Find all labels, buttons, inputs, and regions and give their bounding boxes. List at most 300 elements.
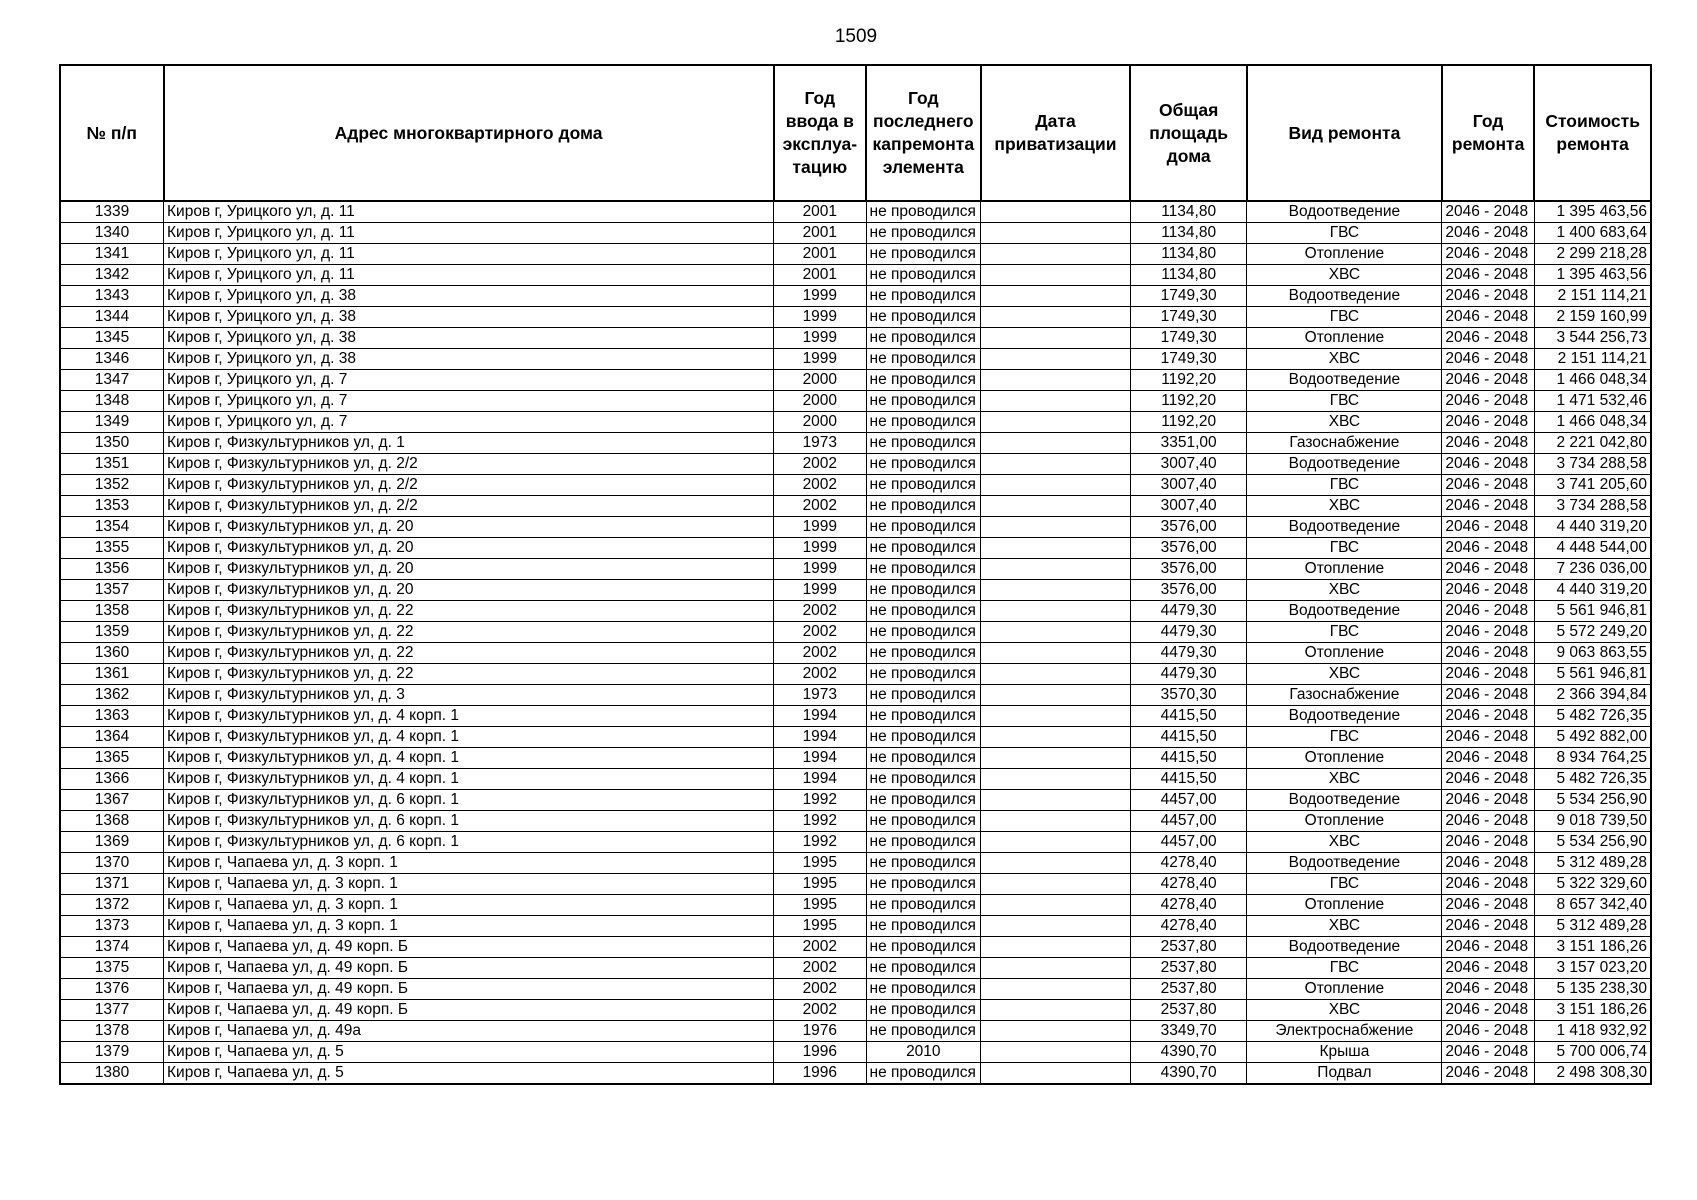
cell-address: Киров г, Чапаева ул, д. 49 корп. Б xyxy=(164,958,774,979)
cell-cost: 5 312 489,28 xyxy=(1534,853,1651,874)
cell-repair-type: ГВС xyxy=(1247,958,1442,979)
cell-area: 1192,20 xyxy=(1130,391,1247,412)
cell-privatization xyxy=(981,370,1131,391)
cell-year-built: 2000 xyxy=(774,412,866,433)
cell-repair-type: ХВС xyxy=(1247,664,1442,685)
header-year-built: Год ввода в эксплуа-тацию xyxy=(774,65,866,201)
cell-year-built: 2002 xyxy=(774,958,866,979)
cell-cost: 2 299 218,28 xyxy=(1534,244,1651,265)
cell-year-built: 1992 xyxy=(774,811,866,832)
cell-year-built: 1973 xyxy=(774,685,866,706)
cell-year-built: 2000 xyxy=(774,391,866,412)
cell-repair-years: 2046 - 2048 xyxy=(1442,1021,1534,1042)
cell-year-built: 1995 xyxy=(774,916,866,937)
cell-address: Киров г, Урицкого ул, д. 38 xyxy=(164,286,774,307)
cell-num: 1363 xyxy=(60,706,164,727)
cell-last-repair: не проводился xyxy=(866,517,981,538)
cell-privatization xyxy=(981,811,1131,832)
cell-num: 1353 xyxy=(60,496,164,517)
cell-last-repair: не проводился xyxy=(866,958,981,979)
table-header xyxy=(60,65,1651,201)
cell-year-built: 2001 xyxy=(774,265,866,286)
table-row xyxy=(60,454,1651,475)
cell-cost: 8 657 342,40 xyxy=(1534,895,1651,916)
cell-year-built: 2002 xyxy=(774,601,866,622)
cell-year-built: 1999 xyxy=(774,559,866,580)
cell-area: 2537,80 xyxy=(1130,1000,1247,1021)
cell-address: Киров г, Физкультурников ул, д. 22 xyxy=(164,622,774,643)
cell-area: 2537,80 xyxy=(1130,958,1247,979)
table-row xyxy=(60,328,1651,349)
cell-last-repair: не проводился xyxy=(866,370,981,391)
table-row xyxy=(60,622,1651,643)
cell-privatization xyxy=(981,1021,1131,1042)
cell-address: Киров г, Чапаева ул, д. 3 корп. 1 xyxy=(164,895,774,916)
cell-repair-years: 2046 - 2048 xyxy=(1442,349,1534,370)
cell-num: 1357 xyxy=(60,580,164,601)
cell-repair-years: 2046 - 2048 xyxy=(1442,517,1534,538)
cell-last-repair: не проводился xyxy=(866,412,981,433)
table-row xyxy=(60,244,1651,265)
table-row xyxy=(60,1063,1651,1085)
cell-cost: 2 151 114,21 xyxy=(1534,349,1651,370)
cell-year-built: 2001 xyxy=(774,201,866,223)
cell-last-repair: не проводился xyxy=(866,748,981,769)
cell-num: 1347 xyxy=(60,370,164,391)
cell-repair-type: ХВС xyxy=(1247,580,1442,601)
cell-year-built: 2002 xyxy=(774,643,866,664)
cell-cost: 5 482 726,35 xyxy=(1534,706,1651,727)
cell-privatization xyxy=(981,307,1131,328)
cell-repair-years: 2046 - 2048 xyxy=(1442,895,1534,916)
cell-cost: 5 492 882,00 xyxy=(1534,727,1651,748)
cell-cost: 3 151 186,26 xyxy=(1534,1000,1651,1021)
cell-area: 1749,30 xyxy=(1130,328,1247,349)
cell-year-built: 1994 xyxy=(774,748,866,769)
cell-repair-type: Водоотведение xyxy=(1247,937,1442,958)
cell-repair-type: ХВС xyxy=(1247,265,1442,286)
cell-year-built: 1999 xyxy=(774,328,866,349)
cell-repair-years: 2046 - 2048 xyxy=(1442,201,1534,223)
cell-num: 1373 xyxy=(60,916,164,937)
cell-privatization xyxy=(981,1000,1131,1021)
cell-area: 1134,80 xyxy=(1130,223,1247,244)
table-row xyxy=(60,706,1651,727)
cell-cost: 5 482 726,35 xyxy=(1534,769,1651,790)
cell-repair-years: 2046 - 2048 xyxy=(1442,979,1534,1000)
cell-year-built: 1973 xyxy=(774,433,866,454)
cell-repair-years: 2046 - 2048 xyxy=(1442,664,1534,685)
header-cost: Стоимость ремонта xyxy=(1534,65,1651,201)
cell-repair-years: 2046 - 2048 xyxy=(1442,874,1534,895)
cell-repair-type: Электроснабжение xyxy=(1247,1021,1442,1042)
cell-repair-years: 2046 - 2048 xyxy=(1442,853,1534,874)
cell-cost: 3 741 205,60 xyxy=(1534,475,1651,496)
cell-num: 1344 xyxy=(60,307,164,328)
cell-cost: 3 151 186,26 xyxy=(1534,937,1651,958)
cell-num: 1368 xyxy=(60,811,164,832)
cell-repair-type: ХВС xyxy=(1247,832,1442,853)
table-row xyxy=(60,433,1651,454)
header-repair-type: Вид ремонта xyxy=(1247,65,1442,201)
cell-privatization xyxy=(981,706,1131,727)
cell-area: 4278,40 xyxy=(1130,853,1247,874)
cell-year-built: 2001 xyxy=(774,223,866,244)
cell-last-repair: не проводился xyxy=(866,874,981,895)
cell-privatization xyxy=(981,433,1131,454)
cell-repair-type: ГВС xyxy=(1247,391,1442,412)
cell-cost: 5 561 946,81 xyxy=(1534,601,1651,622)
cell-privatization xyxy=(981,412,1131,433)
cell-last-repair: не проводился xyxy=(866,580,981,601)
cell-privatization xyxy=(981,832,1131,853)
cell-privatization xyxy=(981,223,1131,244)
cell-privatization xyxy=(981,265,1131,286)
cell-repair-type: Водоотведение xyxy=(1247,706,1442,727)
cell-num: 1374 xyxy=(60,937,164,958)
cell-num: 1346 xyxy=(60,349,164,370)
table-row xyxy=(60,559,1651,580)
cell-repair-years: 2046 - 2048 xyxy=(1442,748,1534,769)
cell-repair-type: Газоснабжение xyxy=(1247,433,1442,454)
cell-cost: 2 151 114,21 xyxy=(1534,286,1651,307)
cell-last-repair: не проводился xyxy=(866,496,981,517)
cell-repair-type: Газоснабжение xyxy=(1247,685,1442,706)
cell-last-repair: не проводился xyxy=(866,853,981,874)
cell-address: Киров г, Чапаева ул, д. 5 xyxy=(164,1042,774,1063)
cell-privatization xyxy=(981,727,1131,748)
cell-num: 1341 xyxy=(60,244,164,265)
cell-num: 1355 xyxy=(60,538,164,559)
cell-year-built: 1995 xyxy=(774,895,866,916)
cell-num: 1380 xyxy=(60,1063,164,1085)
cell-num: 1359 xyxy=(60,622,164,643)
cell-last-repair: 2010 xyxy=(866,1042,981,1063)
cell-year-built: 1999 xyxy=(774,307,866,328)
cell-area: 4457,00 xyxy=(1130,832,1247,853)
cell-area: 1134,80 xyxy=(1130,201,1247,223)
cell-repair-years: 2046 - 2048 xyxy=(1442,643,1534,664)
cell-repair-type: ГВС xyxy=(1247,223,1442,244)
cell-area: 1749,30 xyxy=(1130,286,1247,307)
cell-year-built: 2000 xyxy=(774,370,866,391)
table-row xyxy=(60,748,1651,769)
cell-privatization xyxy=(981,643,1131,664)
cell-last-repair: не проводился xyxy=(866,664,981,685)
cell-repair-years: 2046 - 2048 xyxy=(1442,727,1534,748)
cell-repair-type: ГВС xyxy=(1247,475,1442,496)
table-row xyxy=(60,874,1651,895)
cell-last-repair: не проводился xyxy=(866,643,981,664)
cell-last-repair: не проводился xyxy=(866,832,981,853)
cell-year-built: 2002 xyxy=(774,937,866,958)
cell-privatization xyxy=(981,1042,1131,1063)
cell-repair-years: 2046 - 2048 xyxy=(1442,265,1534,286)
cell-cost: 2 221 042,80 xyxy=(1534,433,1651,454)
cell-privatization xyxy=(981,391,1131,412)
cell-cost: 1 395 463,56 xyxy=(1534,265,1651,286)
table-row xyxy=(60,307,1651,328)
cell-cost: 7 236 036,00 xyxy=(1534,559,1651,580)
cell-area: 3576,00 xyxy=(1130,580,1247,601)
cell-area: 4278,40 xyxy=(1130,916,1247,937)
cell-repair-years: 2046 - 2048 xyxy=(1442,370,1534,391)
cell-repair-type: Водоотведение xyxy=(1247,454,1442,475)
cell-privatization xyxy=(981,979,1131,1000)
cell-repair-years: 2046 - 2048 xyxy=(1442,832,1534,853)
cell-address: Киров г, Физкультурников ул, д. 22 xyxy=(164,664,774,685)
header-row xyxy=(60,65,1651,201)
table-body xyxy=(60,201,1651,1084)
cell-num: 1361 xyxy=(60,664,164,685)
cell-last-repair: не проводился xyxy=(866,895,981,916)
cell-address: Киров г, Урицкого ул, д. 7 xyxy=(164,391,774,412)
cell-cost: 3 734 288,58 xyxy=(1534,454,1651,475)
cell-privatization xyxy=(981,769,1131,790)
cell-num: 1360 xyxy=(60,643,164,664)
cell-address: Киров г, Чапаева ул, д. 3 корп. 1 xyxy=(164,853,774,874)
cell-repair-type: Водоотведение xyxy=(1247,790,1442,811)
cell-area: 1134,80 xyxy=(1130,265,1247,286)
cell-last-repair: не проводился xyxy=(866,1063,981,1085)
cell-privatization xyxy=(981,559,1131,580)
cell-repair-years: 2046 - 2048 xyxy=(1442,412,1534,433)
cell-address: Киров г, Физкультурников ул, д. 6 корп. 1 xyxy=(164,790,774,811)
cell-repair-type: ГВС xyxy=(1247,307,1442,328)
cell-repair-years: 2046 - 2048 xyxy=(1442,496,1534,517)
cell-privatization xyxy=(981,601,1131,622)
cell-address: Киров г, Физкультурников ул, д. 3 xyxy=(164,685,774,706)
cell-repair-years: 2046 - 2048 xyxy=(1442,454,1534,475)
cell-area: 4390,70 xyxy=(1130,1063,1247,1085)
cell-area: 4278,40 xyxy=(1130,895,1247,916)
cell-last-repair: не проводился xyxy=(866,265,981,286)
cell-cost: 1 466 048,34 xyxy=(1534,412,1651,433)
cell-address: Киров г, Физкультурников ул, д. 20 xyxy=(164,538,774,559)
cell-year-built: 1996 xyxy=(774,1042,866,1063)
cell-area: 3570,30 xyxy=(1130,685,1247,706)
cell-address: Киров г, Чапаева ул, д. 49а xyxy=(164,1021,774,1042)
cell-address: Киров г, Чапаева ул, д. 49 корп. Б xyxy=(164,937,774,958)
cell-repair-type: ХВС xyxy=(1247,916,1442,937)
cell-cost: 3 734 288,58 xyxy=(1534,496,1651,517)
cell-privatization xyxy=(981,454,1131,475)
cell-repair-type: Водоотведение xyxy=(1247,286,1442,307)
table-row xyxy=(60,643,1651,664)
cell-repair-type: Водоотведение xyxy=(1247,517,1442,538)
cell-privatization xyxy=(981,916,1131,937)
cell-repair-type: Отопление xyxy=(1247,748,1442,769)
cell-repair-type: Отопление xyxy=(1247,979,1442,1000)
table-row xyxy=(60,370,1651,391)
cell-privatization xyxy=(981,685,1131,706)
cell-repair-years: 2046 - 2048 xyxy=(1442,391,1534,412)
cell-repair-years: 2046 - 2048 xyxy=(1442,433,1534,454)
cell-last-repair: не проводился xyxy=(866,937,981,958)
cell-last-repair: не проводился xyxy=(866,349,981,370)
cell-cost: 4 440 319,20 xyxy=(1534,580,1651,601)
cell-area: 4390,70 xyxy=(1130,1042,1247,1063)
cell-last-repair: не проводился xyxy=(866,454,981,475)
cell-year-built: 1999 xyxy=(774,580,866,601)
cell-num: 1371 xyxy=(60,874,164,895)
cell-num: 1370 xyxy=(60,853,164,874)
repair-registry-table xyxy=(59,64,1652,1085)
header-num: № п/п xyxy=(60,65,164,201)
table-row xyxy=(60,916,1651,937)
cell-year-built: 1995 xyxy=(774,853,866,874)
cell-year-built: 1992 xyxy=(774,832,866,853)
cell-area: 2537,80 xyxy=(1130,979,1247,1000)
cell-address: Киров г, Урицкого ул, д. 11 xyxy=(164,201,774,223)
cell-year-built: 1992 xyxy=(774,790,866,811)
cell-repair-type: ХВС xyxy=(1247,769,1442,790)
cell-privatization xyxy=(981,664,1131,685)
cell-repair-type: Отопление xyxy=(1247,895,1442,916)
table-row xyxy=(60,853,1651,874)
cell-repair-years: 2046 - 2048 xyxy=(1442,1042,1534,1063)
cell-privatization xyxy=(981,748,1131,769)
table-row xyxy=(60,664,1651,685)
header-repair-years: Год ремонта xyxy=(1442,65,1534,201)
cell-address: Киров г, Чапаева ул, д. 5 xyxy=(164,1063,774,1085)
table-row xyxy=(60,265,1651,286)
cell-repair-type: Водоотведение xyxy=(1247,601,1442,622)
cell-last-repair: не проводился xyxy=(866,328,981,349)
table-row xyxy=(60,517,1651,538)
cell-privatization xyxy=(981,496,1131,517)
cell-last-repair: не проводился xyxy=(866,475,981,496)
cell-area: 3007,40 xyxy=(1130,454,1247,475)
cell-repair-type: ХВС xyxy=(1247,349,1442,370)
cell-address: Киров г, Чапаева ул, д. 3 корп. 1 xyxy=(164,874,774,895)
table-row xyxy=(60,979,1651,1000)
cell-privatization xyxy=(981,201,1131,223)
cell-area: 3349,70 xyxy=(1130,1021,1247,1042)
cell-year-built: 1995 xyxy=(774,874,866,895)
cell-repair-type: ХВС xyxy=(1247,1000,1442,1021)
cell-repair-years: 2046 - 2048 xyxy=(1442,790,1534,811)
cell-repair-years: 2046 - 2048 xyxy=(1442,769,1534,790)
table-row xyxy=(60,811,1651,832)
cell-privatization xyxy=(981,790,1131,811)
cell-num: 1356 xyxy=(60,559,164,580)
table-row xyxy=(60,727,1651,748)
cell-cost: 9 063 863,55 xyxy=(1534,643,1651,664)
cell-address: Киров г, Физкультурников ул, д. 4 корп. 1 xyxy=(164,748,774,769)
cell-year-built: 2002 xyxy=(774,496,866,517)
cell-area: 3351,00 xyxy=(1130,433,1247,454)
cell-last-repair: не проводился xyxy=(866,622,981,643)
cell-year-built: 2002 xyxy=(774,475,866,496)
cell-privatization xyxy=(981,895,1131,916)
cell-last-repair: не проводился xyxy=(866,1021,981,1042)
cell-num: 1369 xyxy=(60,832,164,853)
cell-year-built: 2002 xyxy=(774,622,866,643)
cell-num: 1349 xyxy=(60,412,164,433)
table-row xyxy=(60,538,1651,559)
cell-address: Киров г, Физкультурников ул, д. 4 корп. 1 xyxy=(164,706,774,727)
table-row xyxy=(60,685,1651,706)
cell-repair-years: 2046 - 2048 xyxy=(1442,580,1534,601)
cell-privatization xyxy=(981,580,1131,601)
cell-last-repair: не проводился xyxy=(866,244,981,265)
table-row xyxy=(60,1000,1651,1021)
cell-repair-years: 2046 - 2048 xyxy=(1442,307,1534,328)
cell-num: 1350 xyxy=(60,433,164,454)
cell-cost: 4 440 319,20 xyxy=(1534,517,1651,538)
cell-repair-type: Отопление xyxy=(1247,328,1442,349)
cell-area: 2537,80 xyxy=(1130,937,1247,958)
cell-repair-years: 2046 - 2048 xyxy=(1442,937,1534,958)
cell-area: 3576,00 xyxy=(1130,538,1247,559)
table-row xyxy=(60,1021,1651,1042)
cell-year-built: 2002 xyxy=(774,1000,866,1021)
table-row xyxy=(60,895,1651,916)
cell-num: 1351 xyxy=(60,454,164,475)
cell-repair-years: 2046 - 2048 xyxy=(1442,559,1534,580)
cell-area: 4457,00 xyxy=(1130,811,1247,832)
cell-address: Киров г, Физкультурников ул, д. 20 xyxy=(164,580,774,601)
cell-address: Киров г, Урицкого ул, д. 38 xyxy=(164,328,774,349)
cell-area: 4415,50 xyxy=(1130,748,1247,769)
cell-area: 1134,80 xyxy=(1130,244,1247,265)
cell-last-repair: не проводился xyxy=(866,916,981,937)
table-row xyxy=(60,286,1651,307)
cell-num: 1343 xyxy=(60,286,164,307)
cell-area: 1192,20 xyxy=(1130,370,1247,391)
cell-address: Киров г, Урицкого ул, д. 11 xyxy=(164,223,774,244)
cell-repair-type: Крыша xyxy=(1247,1042,1442,1063)
cell-repair-type: Подвал xyxy=(1247,1063,1442,1085)
cell-repair-years: 2046 - 2048 xyxy=(1442,601,1534,622)
cell-year-built: 1999 xyxy=(774,286,866,307)
cell-cost: 5 534 256,90 xyxy=(1534,790,1651,811)
page-number: 1509 xyxy=(834,26,878,47)
table-row xyxy=(60,201,1651,223)
cell-repair-type: Водоотведение xyxy=(1247,370,1442,391)
cell-cost: 3 157 023,20 xyxy=(1534,958,1651,979)
cell-cost: 5 322 329,60 xyxy=(1534,874,1651,895)
header-address: Адрес многоквартирного дома xyxy=(164,65,774,201)
cell-last-repair: не проводился xyxy=(866,601,981,622)
cell-privatization xyxy=(981,244,1131,265)
cell-repair-years: 2046 - 2048 xyxy=(1442,811,1534,832)
cell-num: 1340 xyxy=(60,223,164,244)
cell-last-repair: не проводился xyxy=(866,286,981,307)
cell-address: Киров г, Физкультурников ул, д. 20 xyxy=(164,559,774,580)
cell-num: 1378 xyxy=(60,1021,164,1042)
cell-repair-type: Отопление xyxy=(1247,559,1442,580)
cell-address: Киров г, Физкультурников ул, д. 2/2 xyxy=(164,496,774,517)
cell-repair-years: 2046 - 2048 xyxy=(1442,958,1534,979)
cell-last-repair: не проводился xyxy=(866,811,981,832)
table-row xyxy=(60,790,1651,811)
cell-last-repair: не проводился xyxy=(866,790,981,811)
cell-area: 1749,30 xyxy=(1130,349,1247,370)
cell-cost: 5 572 249,20 xyxy=(1534,622,1651,643)
cell-area: 3576,00 xyxy=(1130,517,1247,538)
table-row xyxy=(60,475,1651,496)
cell-repair-years: 2046 - 2048 xyxy=(1442,622,1534,643)
cell-privatization xyxy=(981,517,1131,538)
cell-address: Киров г, Физкультурников ул, д. 1 xyxy=(164,433,774,454)
cell-last-repair: не проводился xyxy=(866,538,981,559)
cell-cost: 2 159 160,99 xyxy=(1534,307,1651,328)
cell-privatization xyxy=(981,349,1131,370)
cell-area: 3007,40 xyxy=(1130,475,1247,496)
cell-privatization xyxy=(981,538,1131,559)
